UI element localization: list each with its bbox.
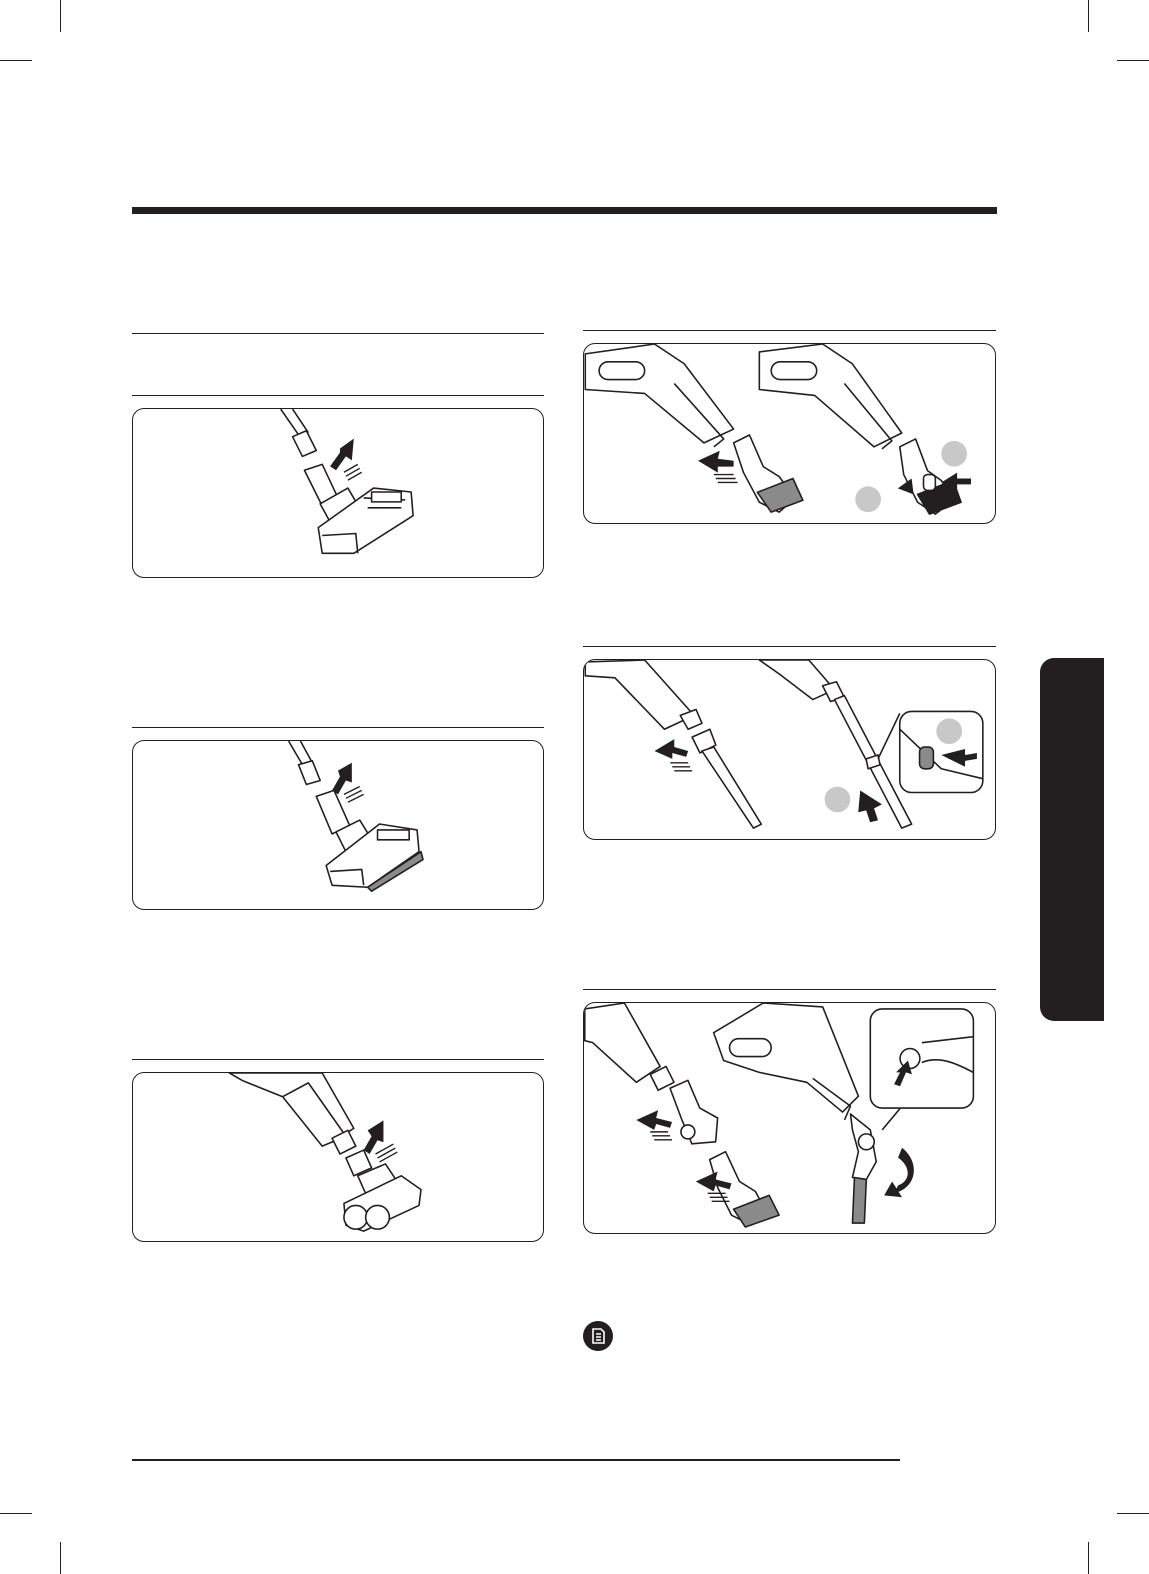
mini-motorized-tool — [344, 1150, 421, 1231]
vacuum-body-right — [759, 344, 901, 449]
section-rule — [132, 1059, 544, 1060]
crop-mark — [1117, 1513, 1149, 1514]
flexible-tool-bent — [850, 1114, 876, 1223]
vacuum-body — [229, 1073, 355, 1154]
step-marker-2-icon — [855, 486, 881, 512]
crevice-tool-left — [692, 729, 761, 828]
mini-motorized-tool-attach-illustration — [132, 1072, 544, 1242]
note-icon — [583, 1321, 613, 1351]
vacuum-body-left — [585, 344, 733, 447]
crop-mark — [1088, 0, 1089, 32]
crop-mark — [0, 1513, 32, 1514]
crop-mark — [1117, 60, 1149, 61]
rotate-arrow-icon — [884, 1148, 914, 1198]
section-rule — [132, 333, 544, 334]
combination-tool — [710, 1152, 779, 1227]
floor-brush-head — [316, 790, 423, 891]
chapter-side-tab — [1040, 658, 1104, 1021]
header-bar — [132, 207, 997, 214]
turbo-brush-attach-illustration — [132, 408, 544, 578]
wand-tube — [281, 409, 317, 456]
up-arrow-icon — [330, 439, 362, 481]
flexible-tool-attach-illustration — [583, 1002, 996, 1234]
combination-tool-left — [734, 435, 803, 512]
section-rule — [132, 727, 544, 728]
crop-mark — [60, 0, 61, 32]
vacuum-body-left — [585, 1003, 674, 1090]
section-rule — [132, 395, 544, 396]
crop-mark — [0, 60, 32, 61]
crop-mark — [60, 1542, 61, 1574]
section-rule — [583, 989, 996, 990]
zoom-callout — [870, 1009, 973, 1130]
section-rule — [583, 330, 996, 331]
up-arrow-icon — [364, 1120, 398, 1162]
vacuum-body-left — [585, 660, 702, 729]
left-arrow-icon — [698, 451, 738, 483]
floor-brush-attach-illustration — [132, 740, 544, 910]
combination-tool-attach-illustration — [583, 343, 996, 524]
wand-tube — [289, 741, 321, 784]
step-marker-1-icon — [936, 718, 962, 744]
crop-mark — [1088, 1542, 1089, 1574]
down-arrow-icon — [858, 791, 882, 823]
footer-rule — [132, 1459, 900, 1461]
crevice-tool-attach-illustration — [583, 659, 996, 840]
zoom-callout — [878, 711, 983, 792]
step-marker-1-icon — [941, 441, 967, 467]
section-rule — [583, 646, 996, 647]
left-arrow-icon — [655, 739, 693, 771]
vacuum-body-right — [759, 660, 844, 702]
vacuum-body-right — [714, 1003, 859, 1120]
flexible-adapter — [670, 1080, 718, 1143]
step-marker-2-icon — [825, 787, 851, 813]
turbo-brush-head — [304, 464, 413, 553]
